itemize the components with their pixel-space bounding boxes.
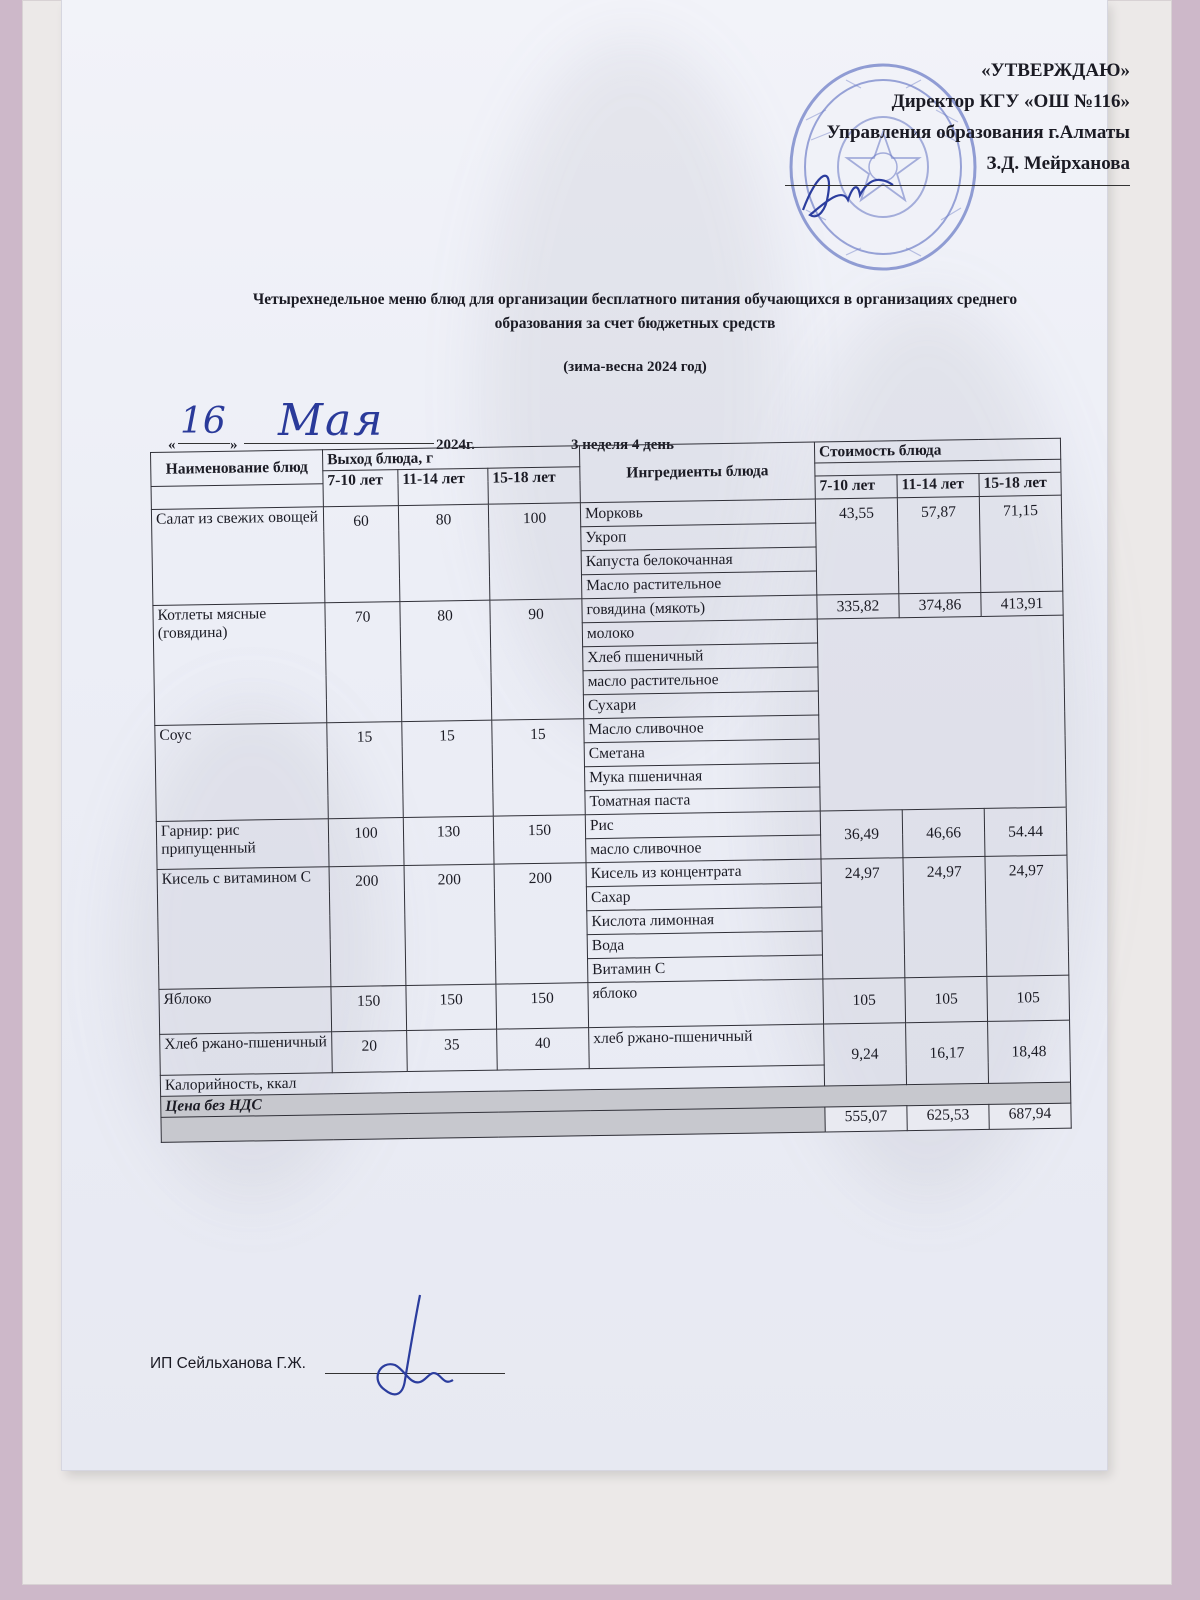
ingredient: Вода xyxy=(587,931,822,959)
season-label: (зима-весна 2024 год) xyxy=(563,359,707,375)
ingredient: Мука пшеничная xyxy=(584,763,819,791)
cost-15-18: 24,97 xyxy=(985,855,1069,976)
ingredient: масло растительное xyxy=(583,667,818,695)
cost-age-15-18: 15-18 лет xyxy=(979,472,1061,496)
yield-11-14: 35 xyxy=(407,1029,498,1071)
cost-15-18: 105 xyxy=(987,975,1070,1021)
cost-11-14: 16,17 xyxy=(906,1021,989,1084)
ingredient: Сахар xyxy=(586,883,821,911)
yield-11-14: 130 xyxy=(403,816,494,865)
cost-7-10: 24,97 xyxy=(821,858,905,979)
yield-age-7-10: 7-10 лет xyxy=(323,470,399,507)
ingredient: говядина (мякоть) xyxy=(582,595,817,623)
yield-7-10: 150 xyxy=(331,986,407,1032)
header-ingredients: Ингредиенты блюда xyxy=(579,442,815,503)
approval-line-4: З.Д. Мейрханова xyxy=(986,153,1130,174)
ingredient: Рис xyxy=(585,811,820,839)
dish-name: Гарнир: рис припущенный xyxy=(156,819,329,870)
header-cost: Стоимость блюда xyxy=(814,438,1060,463)
total-7-10: 555,07 xyxy=(825,1106,907,1132)
header-yield: Выход блюда, г xyxy=(322,446,579,471)
document-title xyxy=(165,288,1105,336)
cost-age-11-14: 11-14 лет xyxy=(897,473,979,497)
cost-11-14: 105 xyxy=(905,976,988,1022)
ingredient: Кислота лимонная xyxy=(587,907,822,935)
cost-11-14: 374,86 xyxy=(899,592,981,617)
yield-7-10: 20 xyxy=(332,1031,408,1073)
cost-age-7-10: 7-10 лет xyxy=(815,475,897,499)
week-day-label: 3 неделя 4 день xyxy=(571,437,674,453)
month-underline xyxy=(244,443,434,444)
approval-line-1: «УТВЕРЖДАЮ» xyxy=(981,60,1130,81)
handwritten-day: 16 xyxy=(180,401,226,442)
cost-7-10: 335,82 xyxy=(817,594,899,619)
yield-11-14: 80 xyxy=(398,504,489,601)
price-without-vat-label: Цена без НДС xyxy=(161,1082,1071,1117)
cost-15-18: 71,15 xyxy=(979,495,1063,592)
approval-block xyxy=(710,55,1130,186)
yield-15-18: 90 xyxy=(490,599,584,720)
supplier-signature xyxy=(365,1290,455,1405)
dish-name: Яблоко xyxy=(159,987,332,1035)
ingredient: Хлеб пшеничный xyxy=(583,643,818,671)
cost-7-10: 43,55 xyxy=(815,498,898,595)
total-11-14: 625,53 xyxy=(907,1104,989,1130)
ingredient: яблоко xyxy=(588,979,824,1028)
cost-15-18: 54.44 xyxy=(984,807,1067,856)
handwritten-month: Мая xyxy=(278,395,385,446)
total-15-18: 687,94 xyxy=(989,1103,1071,1129)
yield-15-18: 150 xyxy=(493,815,586,864)
supplier-signature-line xyxy=(150,1355,306,1373)
close-quote: » xyxy=(230,437,238,453)
yield-15-18: 150 xyxy=(496,983,589,1029)
yield-15-18: 15 xyxy=(492,719,585,816)
yield-15-18: 40 xyxy=(497,1028,590,1070)
cost-7-10: 9,24 xyxy=(824,1023,907,1086)
ingredient: Томатная паста xyxy=(585,787,820,815)
yield-7-10: 70 xyxy=(325,602,402,723)
yield-7-10: 15 xyxy=(327,722,403,819)
ingredient: Сухари xyxy=(583,691,818,719)
ingredient: Масло растительное xyxy=(581,571,816,599)
ingredient: молоко xyxy=(582,619,817,647)
yield-11-14: 200 xyxy=(404,864,496,985)
yield-15-18: 200 xyxy=(494,863,588,984)
cost-15-18: 413,91 xyxy=(981,591,1063,616)
ingredient: Укроп xyxy=(581,523,816,551)
approval-line-3: Управления образования г.Алматы xyxy=(826,122,1130,143)
header-dish-name: Наименование блюд xyxy=(151,450,324,487)
year-label: 2024г. xyxy=(436,437,475,453)
yield-7-10: 60 xyxy=(323,506,399,603)
ingredient: Сметана xyxy=(584,739,819,767)
cost-11-14: 57,87 xyxy=(897,496,980,593)
day-underline xyxy=(178,443,230,444)
title-line-1: Четырехнедельное меню блюд для организации бесплатного питания обучающихся в организациях среднего xyxy=(252,291,1018,308)
dish-name: Котлеты мясные (говядина) xyxy=(153,603,327,726)
calories-label: Калорийность, ккал xyxy=(160,1065,824,1096)
ingredient: Капуста белокочанная xyxy=(581,547,816,575)
cost-11-14: 46,66 xyxy=(902,808,985,857)
cost-11-14: 24,97 xyxy=(903,856,987,977)
yield-11-14: 15 xyxy=(402,720,493,817)
approval-underline xyxy=(785,185,1130,186)
ingredient: хлеб ржано-пшеничный xyxy=(589,1024,825,1069)
yield-7-10: 200 xyxy=(329,866,406,987)
ingredient: Кисель из концентрата xyxy=(586,859,821,887)
cost-7-10: 105 xyxy=(823,978,906,1024)
dish-name: Салат из свежих овощей xyxy=(151,507,324,606)
ingredient: Морковь xyxy=(580,499,815,527)
cost-7-10: 36,49 xyxy=(820,810,903,859)
yield-11-14: 150 xyxy=(406,984,497,1030)
dish-name: Кисель с витамином С xyxy=(157,867,331,990)
yield-11-14: 80 xyxy=(400,600,492,721)
cost-15-18: 18,48 xyxy=(988,1020,1071,1083)
yield-age-15-18: 15-18 лет xyxy=(488,467,581,504)
yield-15-18: 100 xyxy=(488,503,581,600)
open-quote: « xyxy=(168,437,176,453)
approval-line-2: Директор КГУ «ОШ №116» xyxy=(891,91,1130,112)
ingredient: Масло сливочное xyxy=(584,715,819,743)
supplier-name: ИП Сейльханова Г.Ж. xyxy=(150,1355,306,1372)
dish-name: Соус xyxy=(155,723,328,822)
menu-table xyxy=(150,438,1072,1143)
title-line-2: образования за счет бюджетных средств xyxy=(494,315,776,332)
yield-7-10: 100 xyxy=(328,818,404,867)
dish-name: Хлеб ржано-пшеничный xyxy=(160,1032,333,1076)
yield-age-11-14: 11-14 лет xyxy=(398,468,489,505)
ingredient: Витамин С xyxy=(588,955,823,983)
ingredient: масло сливочное xyxy=(586,835,821,863)
